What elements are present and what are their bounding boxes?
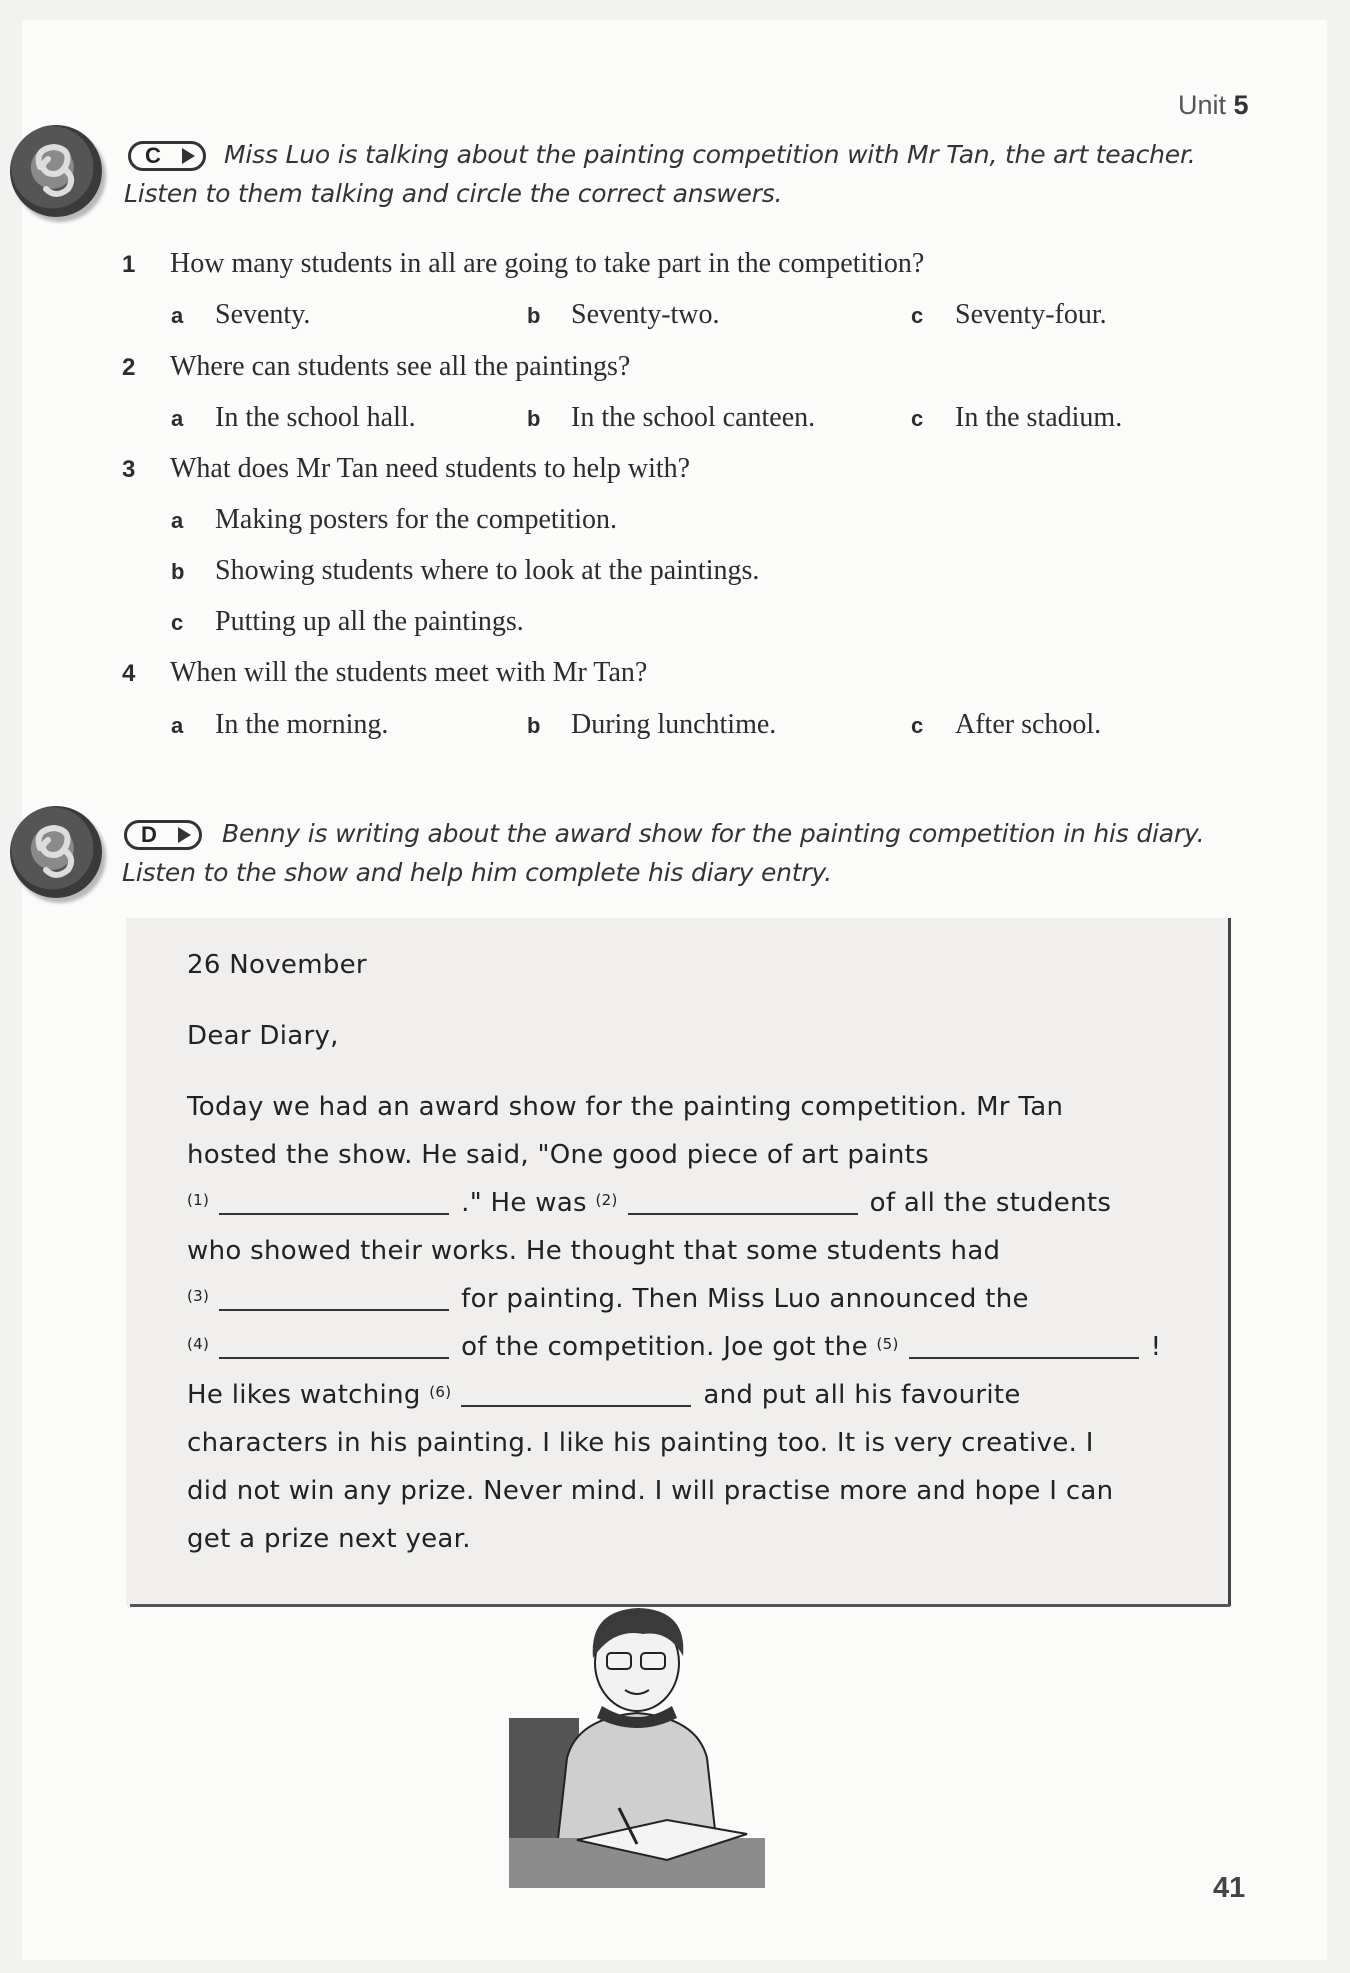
q3-option-a[interactable]: a Making posters for the competition. (171, 504, 618, 535)
q4-option-c[interactable]: c After school. (911, 709, 1102, 740)
diary-line: Today we had an award show for the painting competition. Mr Tan (187, 1092, 1064, 1122)
diary-line: characters in his painting. I like his painting too. It is very creative. I (187, 1428, 1094, 1458)
q3-option-c[interactable]: c Putting up all the paintings. (171, 606, 524, 637)
divider (130, 1604, 1230, 1607)
diary-date: 26 November (187, 950, 367, 980)
audio-disc-icon (10, 806, 102, 898)
blank-4[interactable] (219, 1335, 449, 1359)
diary-line: hosted the show. He said, "One good piece of art paints (187, 1140, 930, 1170)
q1-option-c[interactable]: c Seventy-four. (911, 299, 1107, 330)
diary-line: did not win any prize. Never mind. I will practise more and hope I can (187, 1476, 1114, 1506)
audio-disc-icon (10, 125, 102, 217)
q4-option-a[interactable]: a In the morning. (171, 709, 389, 740)
q2-option-b[interactable]: b In the school canteen. (527, 402, 816, 433)
blank-2[interactable] (628, 1191, 858, 1215)
blank-1[interactable] (219, 1191, 449, 1215)
blank-6[interactable] (461, 1383, 691, 1407)
section-d-tag: D (124, 820, 202, 850)
q1-option-a[interactable]: a Seventy. (171, 299, 311, 330)
diary-line: $^{(3)}$ for painting. Then Miss Luo announced the (187, 1284, 1029, 1314)
q2-option-c[interactable]: c In the stadium. (911, 402, 1123, 433)
diary-line: who showed their works. He thought that some students had (187, 1236, 1001, 1266)
section-c-instruction: Miss Luo is talking about the painting competition with Mr Tan, the art teacher. Listen to them talking and circle the correct answers. (124, 140, 1196, 208)
unit-label: Unit 5 (1178, 90, 1249, 120)
section-c-tag: C (128, 141, 206, 171)
diary-line: $^{(4)}$ of the competition. Joe got the $^{(5)}$ ! (187, 1332, 1162, 1362)
diary-line: get a prize next year. (187, 1524, 471, 1554)
q4-option-b[interactable]: b During lunchtime. (527, 709, 777, 740)
q1-option-b[interactable]: b Seventy-two. (527, 299, 720, 330)
blank-5[interactable] (909, 1335, 1139, 1359)
page-number: 41 (1213, 1872, 1246, 1904)
diary-line: He likes watching $^{(6)}$ and put all his favourite (187, 1380, 1021, 1410)
blank-3[interactable] (219, 1287, 449, 1311)
section-d-instruction: Benny is writing about the award show for the painting competition in his diary. Listen to the show and help him complete his diary entry. (122, 819, 1205, 887)
diary-line: $^{(1)}$ ." He was $^{(2)}$ of all the students (187, 1188, 1112, 1218)
diary-greeting: Dear Diary, (187, 1021, 339, 1051)
boy-writing-illustration (507, 1608, 767, 1890)
q2-option-a[interactable]: a In the school hall. (171, 402, 416, 433)
q3-option-b[interactable]: b Showing students where to look at the paintings. (171, 555, 760, 586)
